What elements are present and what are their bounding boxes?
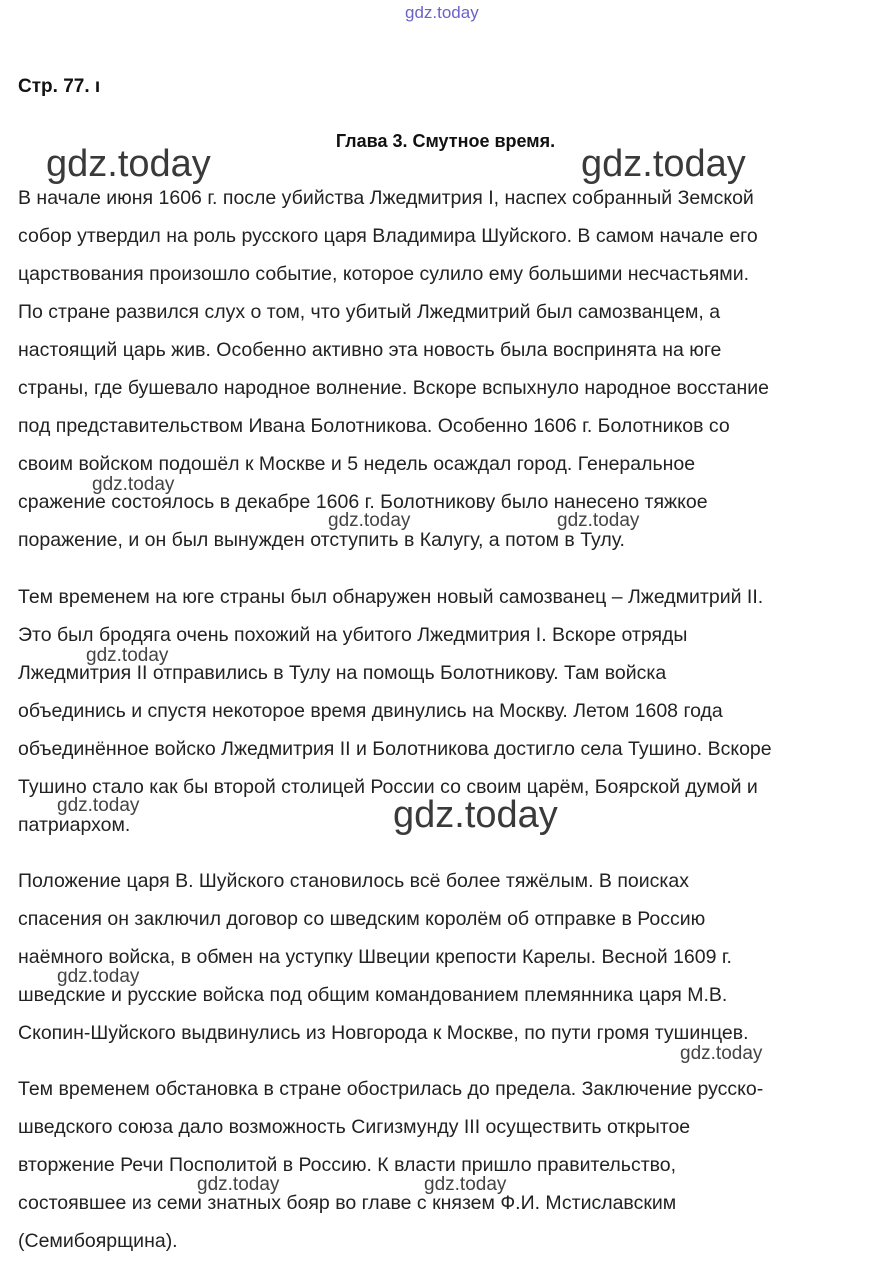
text-line: наёмного войска, в обмен на уступку Швеции крепости Карелы. Весной 1609 г.	[18, 946, 732, 968]
text-line: объединённое войско Лжедмитрия II и Болотникова достигло села Тушино. Вскоре	[18, 738, 772, 760]
watermark: gdz.today	[393, 794, 558, 836]
text-line: Скопин-Шуйского выдвинулись из Новгорода к Москве, по пути громя тушинцев.	[18, 1022, 749, 1044]
text-line: собор утвердил на роль русского царя Владимира Шуйского. В самом начале его	[18, 225, 758, 247]
paragraph-3	[18, 862, 884, 1052]
watermark: gdz.today	[57, 966, 140, 987]
text-line: Тем временем обстановка в стране обострилась до предела. Заключение русско-	[18, 1078, 764, 1100]
chapter-title: Глава 3. Смутное время.	[335, 131, 556, 151]
watermark: gdz.today	[328, 510, 411, 531]
text-line: состоявшее из семи знатных бояр во главе с князем Ф.И. Мстиславским	[18, 1192, 677, 1214]
text-line: По стране развился слух о том, что убитый Лжедмитрий был самозванцем, а	[18, 301, 721, 323]
watermark: gdz.today	[581, 143, 746, 185]
text-line: патриархом.	[18, 814, 131, 836]
paragraph-1	[18, 179, 884, 559]
text-line: страны, где бушевало народное волнение. Вскоре вспыхнуло народное восстание	[18, 377, 770, 399]
text-line: Это был бродяга очень похожий на убитого Лжедмитрия I. Вскоре отряды	[18, 624, 688, 646]
text-line: царствования произошло событие, которое сулило ему большими несчастьями.	[18, 263, 750, 285]
watermark: gdz.today	[57, 795, 140, 816]
text-line: вторжение Речи Посполитой в Россию. К власти пришло правительство,	[18, 1154, 677, 1176]
watermark: gdz.today	[86, 645, 169, 666]
text-line: сражение состоялось в декабре 1606 г. Болотникову было нанесено тяжкое	[18, 491, 708, 513]
watermark: gdz.today	[197, 1174, 280, 1195]
text-line: Положение царя В. Шуйского становилось всё более тяжёлым. В поисках	[18, 870, 689, 892]
text-line: объединись и спустя некоторое время двинулись на Москву. Летом 1608 года	[18, 700, 723, 722]
text-line: Тушино стало как бы второй столицей России со своим царём, Боярской думой и	[18, 776, 758, 798]
text-line: настоящий царь жив. Особенно активно эта новость была воспринята на юге	[18, 339, 722, 361]
text-line: Лжедмитрия II отправились в Тулу на помощь Болотникову. Там войска	[18, 662, 667, 684]
text-line: своим войском подошёл к Москве и 5 недель осаждал город. Генеральное	[18, 453, 696, 475]
text-line: шведские и русские войска под общим командованием племянника царя М.В.	[18, 984, 728, 1006]
watermark: gdz.today	[424, 1174, 507, 1195]
watermark: gdz.today	[46, 143, 211, 185]
text-line: (Семибоярщина).	[18, 1230, 178, 1252]
watermark: gdz.today	[680, 1043, 763, 1064]
watermark-top: gdz.today	[405, 3, 479, 22]
page-label: Стр. 77. ı	[18, 76, 101, 97]
watermark: gdz.today	[92, 474, 175, 495]
watermark: gdz.today	[557, 510, 640, 531]
text-line: шведского союза дало возможность Сигизмунду III осуществить открытое	[18, 1116, 691, 1138]
paragraph-4	[18, 1070, 884, 1260]
text-line: спасения он заключил договор со шведским королём об отправке в Россию	[18, 908, 706, 930]
text-line: поражение, и он был вынужден отступить в Калугу, а потом в Тулу.	[18, 529, 625, 551]
text-line: под представительством Ивана Болотникова. Особенно 1606 г. Болотников со	[18, 415, 730, 437]
text-line: В начале июня 1606 г. после убийства Лжедмитрия I, наспех собранный Земской	[18, 187, 754, 209]
text-line: Тем временем на юге страны был обнаружен новый самозванец – Лжедмитрий II.	[18, 586, 764, 608]
